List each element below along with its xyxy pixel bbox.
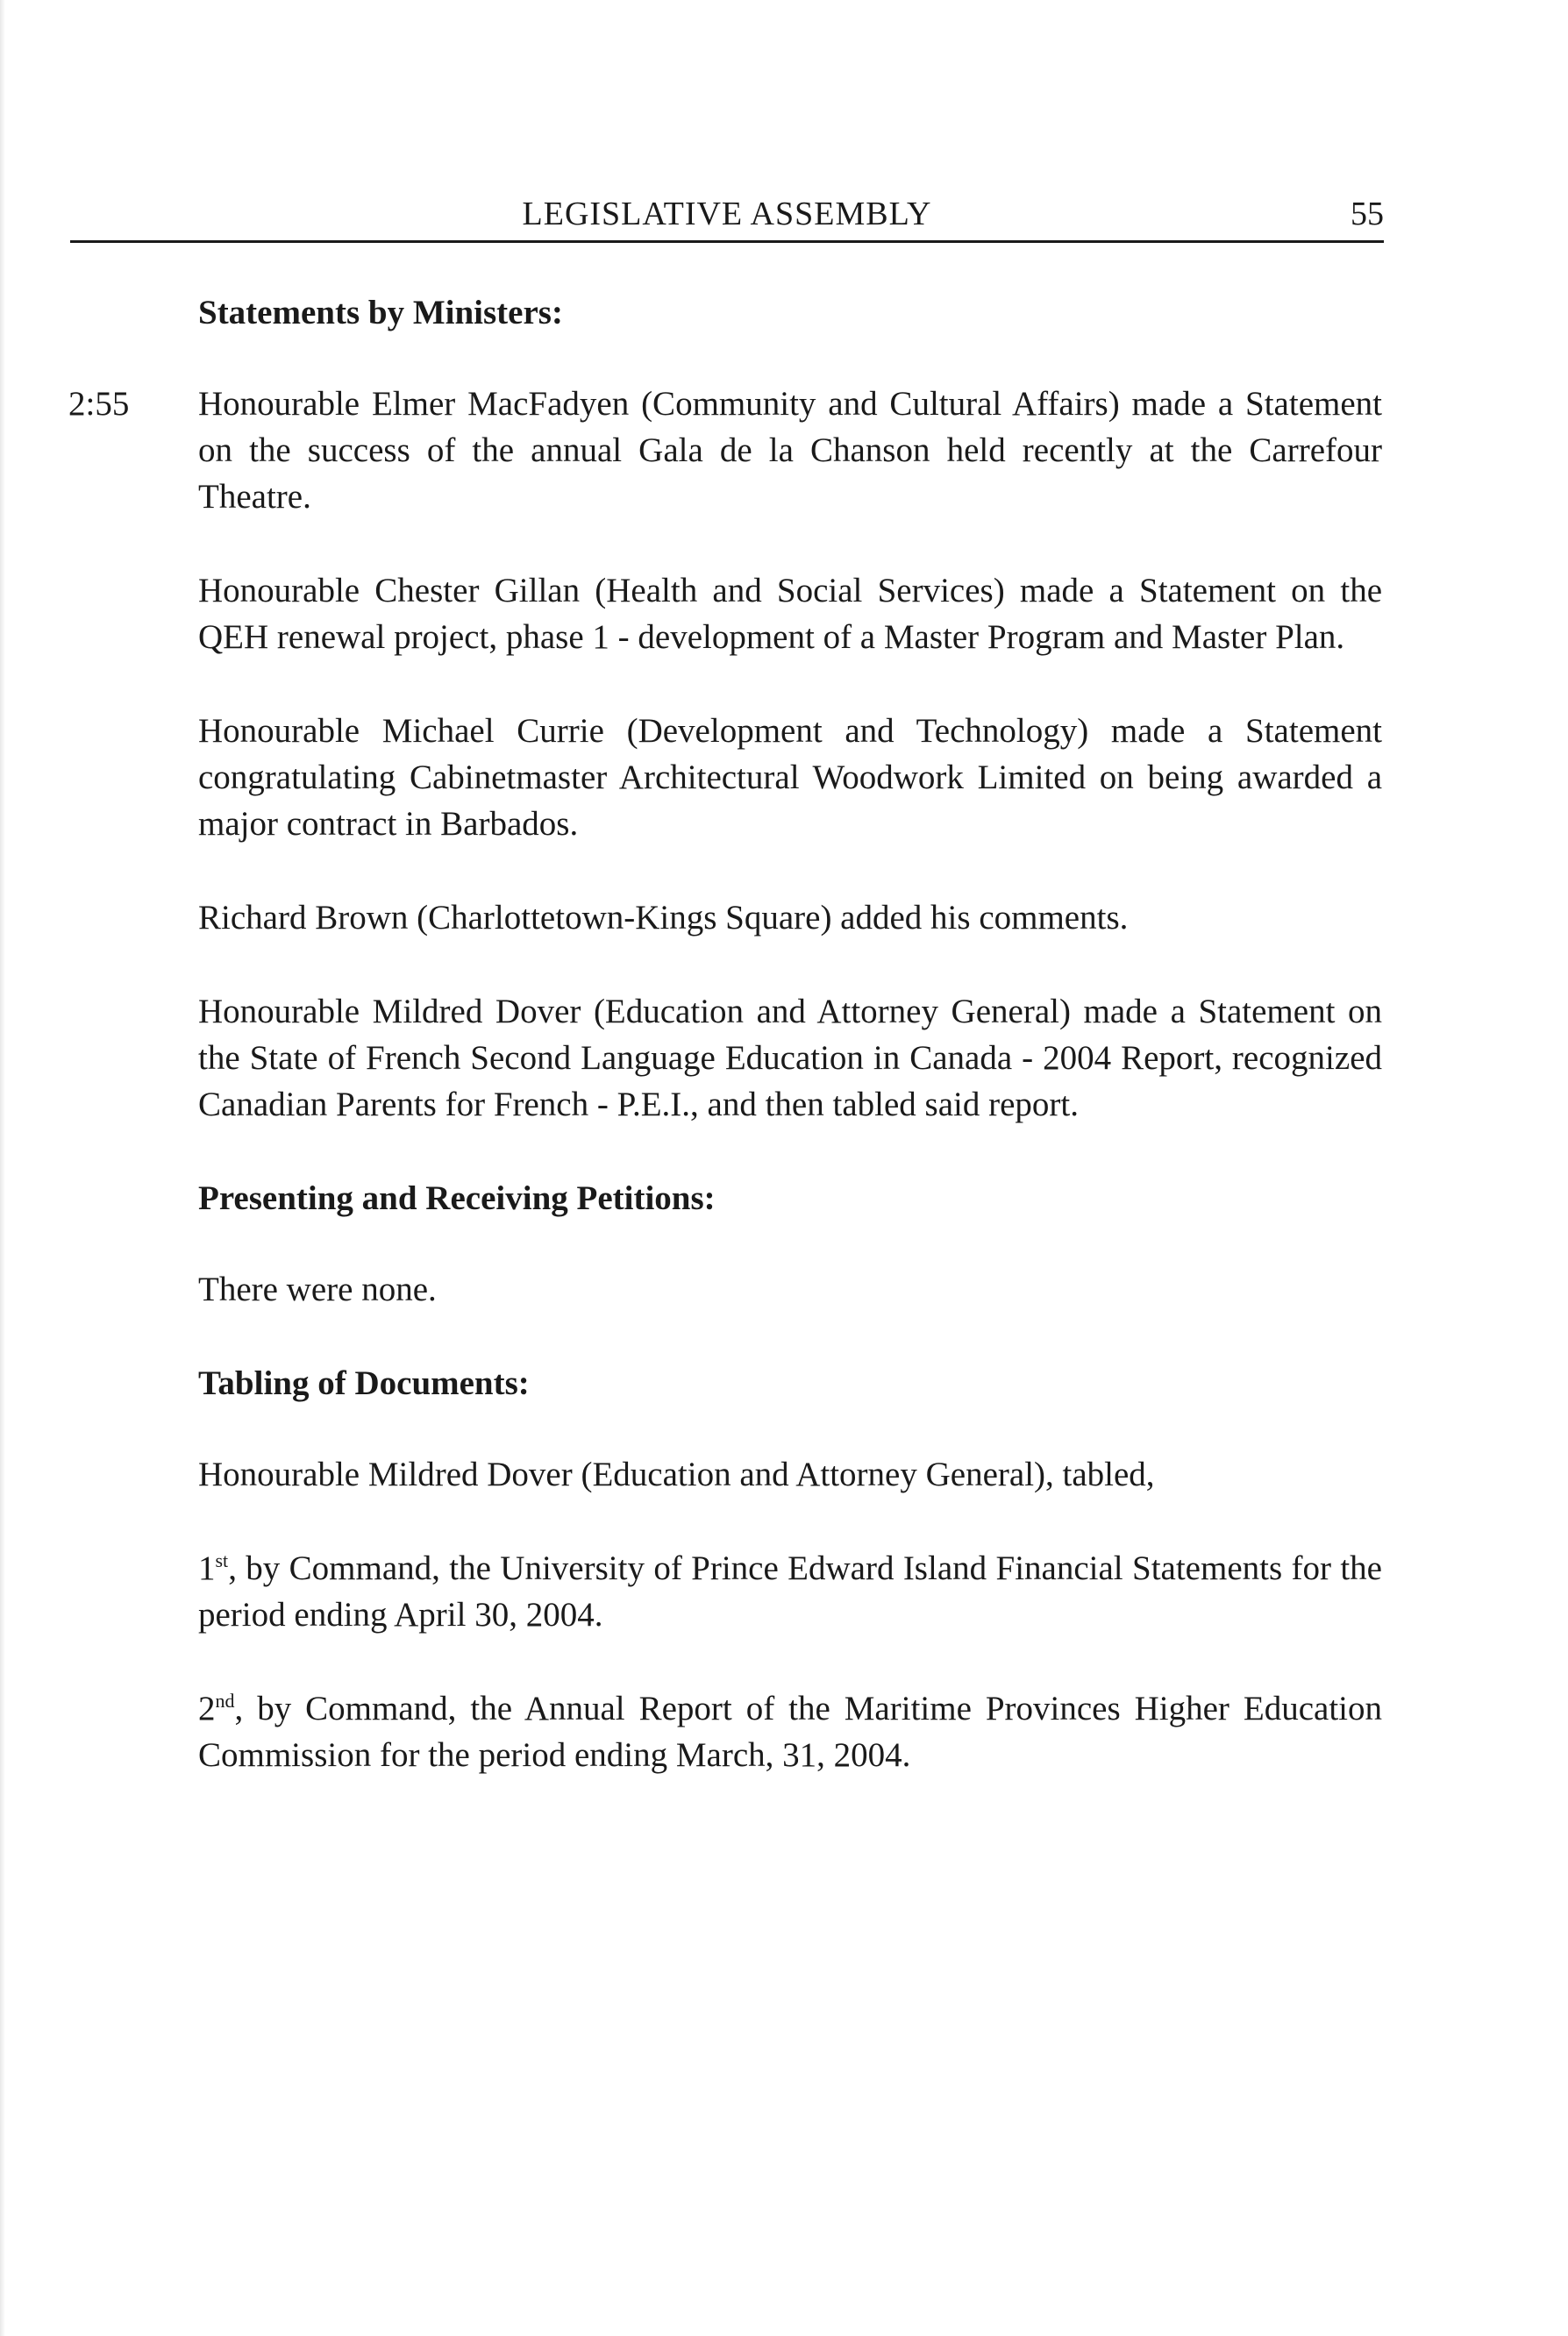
page-number: 55: [1351, 196, 1384, 232]
statement-paragraph-5: Honourable Mildred Dover (Education and Attorney General) made a Statement on the State of French Second Language Education in Canada - 2004 Report, recognized Canadian Parents for French - P.E.I., and then tabled said report.: [198, 993, 1382, 1123]
petitions-paragraph: There were none.: [198, 1271, 437, 1308]
statement-paragraph-3: Honourable Michael Currie (Development and Technology) made a Statement congratulating Cabinetmaster Architectural Woodwork Limited on being awarded a major contract in Barbados.: [198, 712, 1382, 843]
document-item-2: [198, 1685, 1382, 1778]
document-item-1-text: , by Command, the University of Prince Edward Island Financial Statements for the period ending April 30, 2004.: [198, 1549, 1382, 1634]
documents-intro-paragraph: Honourable Mildred Dover (Education and Attorney General), tabled,: [198, 1456, 1155, 1493]
margin-time: 2:55: [68, 385, 130, 423]
header-title: LEGISLATIVE ASSEMBLY: [522, 196, 932, 232]
document-item-2-number: 2: [198, 1690, 216, 1727]
document-item-1-number: 1: [198, 1549, 216, 1587]
header-rule: [70, 240, 1384, 243]
statement-paragraph-4: Richard Brown (Charlottetown-Kings Square) added his comments.: [198, 899, 1129, 937]
page-header: [70, 191, 1384, 244]
section-heading-documents: Tabling of Documents:: [198, 1364, 530, 1402]
document-item-2-ordinal: nd: [215, 1690, 235, 1712]
document-item-1-ordinal: st: [215, 1549, 229, 1571]
section-heading-petitions: Presenting and Receiving Petitions:: [198, 1179, 716, 1217]
page-content: [68, 289, 1382, 1826]
statement-text-1: Honourable Elmer MacFadyen (Community and Cultural Affairs) made a Statement on the success of the annual Gala de la Chanson held recently at the Carrefour Theatre.: [198, 385, 1382, 516]
page-edge-shadow: [0, 0, 5, 2336]
document-item-2-text: , by Command, the Annual Report of the Maritime Provinces Higher Education Commission for the period ending March, 31, 2004.: [198, 1690, 1382, 1774]
document-item-1: [198, 1545, 1382, 1638]
section-heading-statements: Statements by Ministers:: [198, 294, 563, 331]
statement-paragraph-2: Honourable Chester Gillan (Health and Social Services) made a Statement on the QEH renewal project, phase 1 - development of a Master Program and Master Plan.: [198, 572, 1382, 656]
statement-paragraph-1: [68, 381, 1382, 520]
